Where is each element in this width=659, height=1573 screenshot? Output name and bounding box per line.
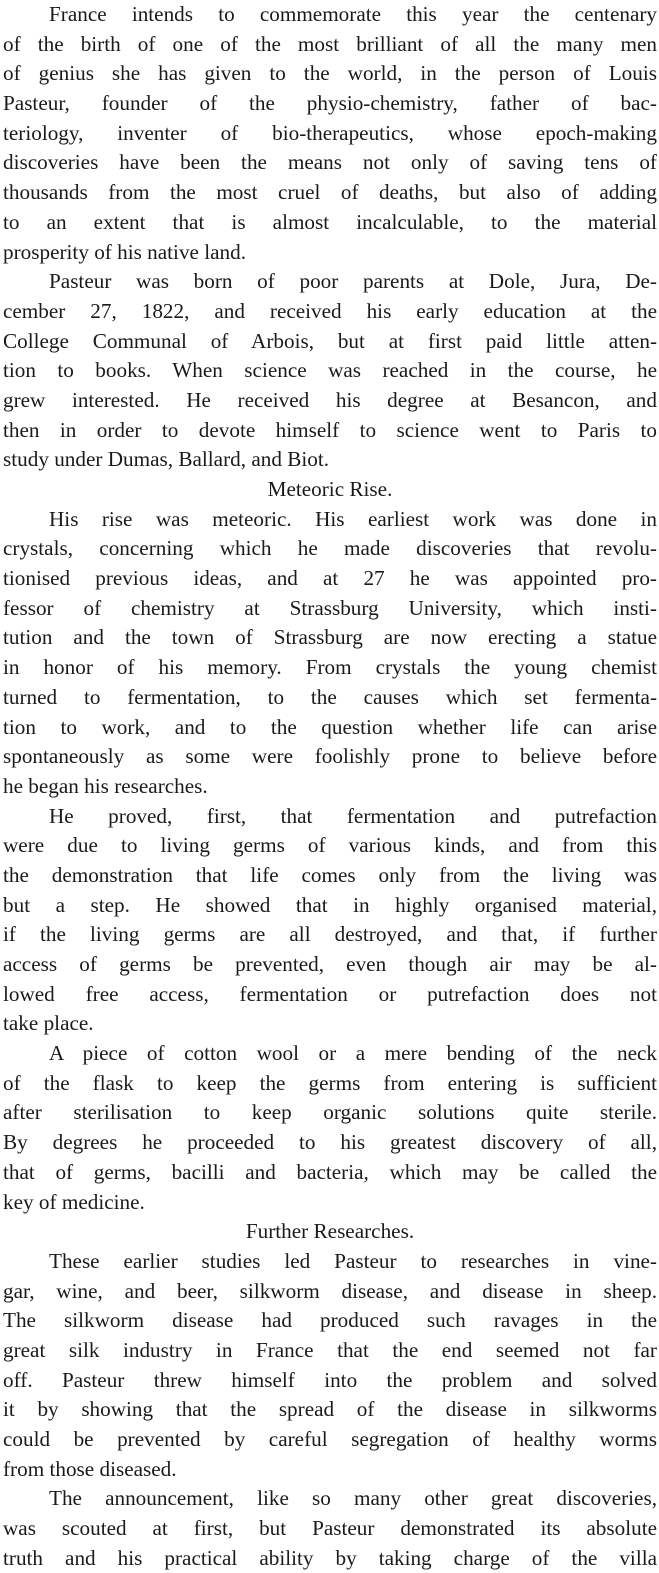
text-line: These earlier studies led Pasteur to researches in vine- [49, 1248, 657, 1273]
text-line: tion to books. When science was reached in the course, he [3, 358, 657, 383]
text-line: of the birth of one of the most brilliant of all the many men [3, 31, 657, 56]
text-line: His rise was meteoric. His earliest work was done in [49, 506, 657, 531]
text-line: that of germs, bacilli and bacteria, which may be called the [3, 1159, 657, 1184]
text-line: Pasteur, founder of the physio-chemistry, father of bac- [3, 91, 657, 116]
text-line: then in order to devote himself to science went to Paris to [3, 417, 657, 442]
text-line: from those diseased. [3, 1456, 177, 1481]
text-line: to an extent that is almost incalculable, to the material [3, 209, 657, 234]
text-line: were due to living germs of various kinds, and from this [3, 833, 657, 858]
text-line: thousands from the most cruel of deaths, but also of adding [3, 180, 657, 205]
text-line: discoveries have been the means not only of saving tens of [3, 150, 657, 175]
text-line: fessor of chemistry at Strassburg University, which insti- [3, 595, 657, 620]
text-line: after sterilisation to keep organic solutions quite sterile. [3, 1100, 657, 1125]
section-heading: Further Researches. [245, 1219, 415, 1244]
text-line: Pasteur was born of poor parents at Dole, Jura, De- [49, 269, 657, 294]
text-line: He proved, first, that fermentation and putrefaction [49, 803, 657, 828]
text-line: of the flask to keep the germs from entering is sufficient [3, 1070, 657, 1095]
text-line: gar, wine, and beer, silkworm disease, and disease in sheep. [3, 1278, 657, 1303]
text-line: access of germs be prevented, even though air may be al- [3, 952, 657, 976]
text-line: of genius she has given to the world, in the person of Louis [3, 61, 657, 86]
text-line: key of medicine. [3, 1189, 145, 1214]
text-line: By degrees he proceeded to his greatest discovery of all, [3, 1130, 657, 1155]
paragraph [3, 267, 657, 475]
paragraph [3, 1247, 657, 1485]
text-line: lowed free access, fermentation or putrefaction does not [3, 981, 657, 1006]
text-line: spontaneously as some were foolishly prone to believe before [3, 744, 657, 769]
text-line: in honor of his memory. From crystals the young chemist [3, 655, 657, 680]
text-line: turned to fermentation, to the causes which set fermenta- [3, 684, 657, 709]
paragraph [3, 0, 657, 267]
paragraph [3, 1484, 657, 1573]
text-line: great silk industry in France that the end seemed not far [3, 1337, 657, 1362]
text-line: the demonstration that life comes only from the living was [3, 862, 657, 887]
text-line: tion to work, and to the question whether life can arise [3, 714, 657, 739]
text-line: crystals, concerning which he made discoveries that revolu- [3, 536, 657, 561]
text-line: prosperity of his native land. [3, 239, 247, 264]
text-line: France intends to commemorate this year the centenary [49, 2, 657, 26]
text-line: cember 27, 1822, and received his early education at the [3, 298, 657, 323]
paragraph [3, 1039, 657, 1217]
text-line: was scouted at first, but Pasteur demonstrated its absolute [3, 1516, 657, 1541]
paragraph [3, 802, 657, 1040]
text-line: but a step. He showed that in highly organised material, [3, 892, 657, 917]
text-line: it by showing that the spread of the disease in silkworms [3, 1397, 657, 1422]
text-line: if the living germs are all destroyed, and that, if further [3, 922, 657, 947]
text-line: tionised previous ideas, and at 27 he was appointed pro- [3, 566, 657, 591]
text-line: College Communal of Arbois, but at first paid little atten- [3, 328, 657, 353]
text-line: study under Dumas, Ballard, and Biot. [3, 447, 330, 472]
text-line: The silkworm disease had produced such ravages in the [3, 1308, 657, 1333]
text-line: A piece of cotton wool or a mere bending of the neck [49, 1041, 657, 1066]
text-line: grew interested. He received his degree at Besancon, and [3, 387, 657, 412]
text-line: truth and his practical ability by taking charge of the villa [3, 1545, 657, 1570]
text-line: tution and the town of Strassburg are now erecting a statue [3, 625, 657, 650]
text-line: take place. [3, 1011, 94, 1036]
text-line: teriology, inventer of bio-therapeutics, whose epoch-making [3, 120, 657, 145]
text-line: The announcement, like so many other great discoveries, [49, 1486, 657, 1511]
text-line: he began his researches. [3, 773, 208, 798]
section-heading: Meteoric Rise. [267, 477, 393, 501]
article-body [3, 0, 657, 1573]
text-line: could be prevented by careful segregation of healthy worms [3, 1427, 657, 1451]
paragraph [3, 505, 657, 802]
text-line: off. Pasteur threw himself into the problem and solved [3, 1367, 657, 1392]
